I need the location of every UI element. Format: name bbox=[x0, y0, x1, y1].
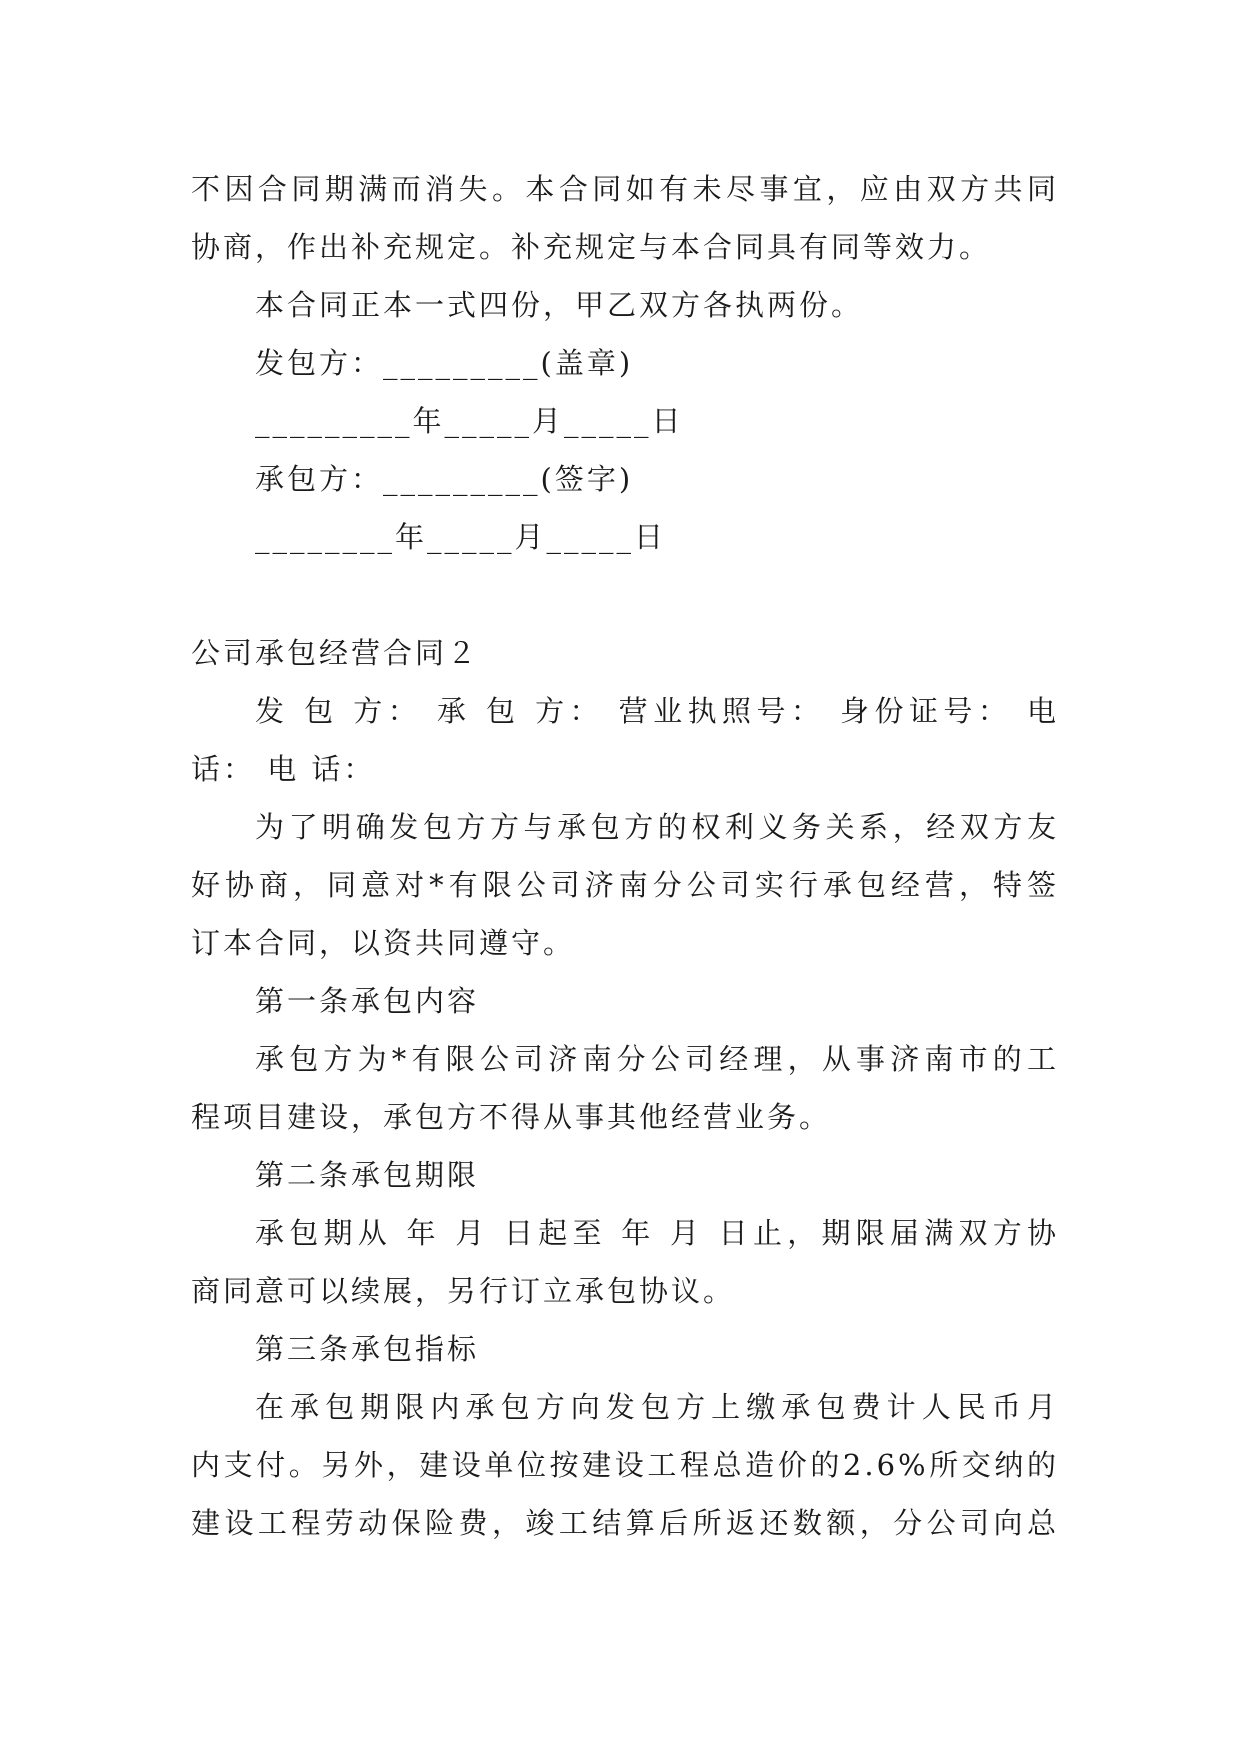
text-line: 在承包期限内承包方向发包方上缴承包费计人民币月 bbox=[255, 1390, 1059, 1424]
text-line: 第一条承包内容 bbox=[255, 984, 480, 1018]
text-line: _________年_____月_____日 bbox=[255, 404, 684, 438]
text-line: 第三条承包指标 bbox=[255, 1332, 480, 1366]
text-line: 承包方：_________(签字) bbox=[255, 462, 634, 496]
text-line: 发包方：_________(盖章) bbox=[255, 346, 634, 380]
blank-line bbox=[191, 566, 1059, 624]
text-line: 发 包 方： 承 包 方： 营业执照号： 身份证号： 电 bbox=[255, 694, 1059, 728]
text-line: ________年_____月_____日 bbox=[255, 520, 667, 554]
text-line: 第二条承包期限 bbox=[255, 1158, 480, 1192]
text-line: 商同意可以续展，另行订立承包协议。 bbox=[191, 1274, 736, 1308]
text-line: 订本合同，以资共同遵守。 bbox=[191, 926, 576, 960]
text-line: 内支付。另外，建设单位按建设工程总造价的2.6%所交纳的 bbox=[191, 1448, 1059, 1482]
text-line: 好协商，同意对*有限公司济南分公司实行承包经营，特签 bbox=[191, 868, 1059, 902]
document-body bbox=[191, 160, 1059, 1552]
text-line: 话： 电 话： bbox=[191, 752, 376, 786]
text-line: 公司承包经营合同２ bbox=[191, 636, 480, 670]
text-line: 承包期从 年 月 日起至 年 月 日止，期限届满双方协 bbox=[255, 1216, 1059, 1250]
text-line: 程项目建设，承包方不得从事其他经营业务。 bbox=[191, 1100, 832, 1134]
text-line: 协商，作出补充规定。补充规定与本合同具有同等效力。 bbox=[191, 230, 992, 264]
text-line: 建设工程劳动保险费，竣工结算后所返还数额，分公司向总 bbox=[191, 1506, 1059, 1540]
text-line: 承包方为*有限公司济南分公司经理，从事济南市的工 bbox=[255, 1042, 1059, 1076]
text-line: 为了明确发包方方与承包方的权利义务关系，经双方友 bbox=[255, 810, 1059, 844]
text-line: 本合同正本一式四份，甲乙双方各执两份。 bbox=[255, 288, 864, 322]
text-line: 不因合同期满而消失。本合同如有未尽事宜，应由双方共同 bbox=[191, 172, 1059, 206]
